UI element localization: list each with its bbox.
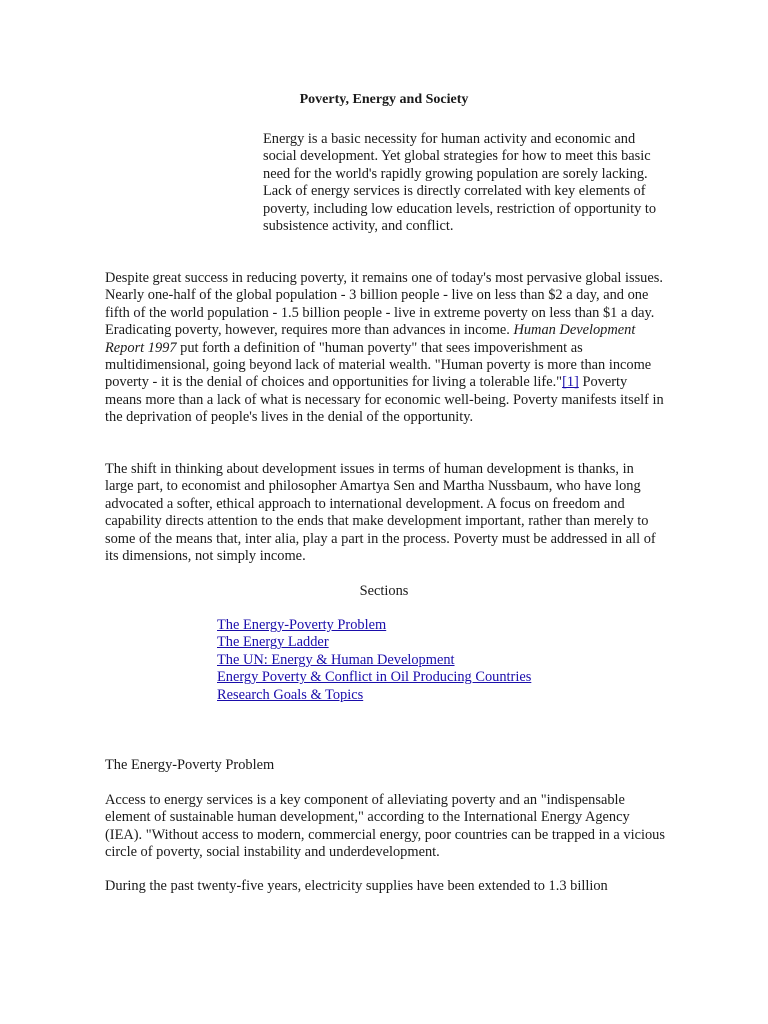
section-link-energy-poverty-conflict[interactable]: Energy Poverty & Conflict in Oil Producing Countries (217, 669, 532, 686)
sections-list (217, 617, 531, 704)
section-link-research-goals[interactable]: Research Goals & Topics (217, 686, 364, 703)
intro-text-part2: put forth a definition of "human poverty" that sees impoverishment as multidimensional, going beyond lack of material wealth. "Human poverty is more than income poverty - it is the denial of choices and opportunities for living a tolerable life." (105, 339, 652, 391)
list-item (217, 634, 531, 651)
list-item (217, 617, 531, 634)
human-development-paragraph: The shift in thinking about development issues in terms of human development is thanks, in large part, to economist and philosopher Amartya Sen and Martha Nussbaum, who have long advocated a softer, ethical approach to international development. A focus on freedom and capability directs attention to the ends that make development important, rather than merely to some of the means that, inter alia, play a part in the process. Poverty must be addressed in all of its dimensions, not simply income. (105, 461, 656, 565)
intro-paragraph (105, 270, 665, 427)
electricity-paragraph: During the past twenty-five years, electricity supplies have been extended to 1.3 billion (105, 878, 608, 894)
page-title: Poverty, Energy and Society (299, 92, 469, 107)
list-item (217, 652, 531, 669)
section-link-energy-poverty-problem[interactable]: The Energy-Poverty Problem (217, 617, 387, 633)
list-item (217, 687, 531, 704)
sections-heading: Sections (359, 583, 409, 599)
list-item (217, 669, 531, 686)
abstract-paragraph: Energy is a basic necessity for human activity and economic and social development. Yet global strategies for how to meet this basic need for the world's rapidly growing population are sorely lacking. Lack of energy services is directly correlated with key elements of poverty, including low education levels, restriction of opportunity to subsistence activity, and conflict. (263, 131, 657, 235)
intro-text-part3: Poverty means more than a lack of what is necessary for economic well-being. Poverty manifests itself in the deprivation of people's lives in the denial of the opportunity. (105, 374, 664, 426)
section-link-energy-ladder[interactable]: The Energy Ladder (217, 634, 329, 651)
section-link-un-energy-human-development[interactable]: The UN: Energy & Human Development (217, 651, 455, 668)
section-title: The Energy-Poverty Problem (105, 757, 275, 773)
report-title: Human Development Report 1997 (105, 322, 636, 356)
intro-text-part1: Despite great success in reducing poverty, it remains one of today's most pervasive global issues. Nearly one-half of the global population - 3 billion people - live on less than $2 a day, and one fifth of the world population - 1.5 billion people - live in extreme poverty on less than $1 a day. Eradicating poverty, however, requires more than advances in income. (105, 270, 663, 339)
footnote-link[interactable]: [1] (562, 374, 579, 391)
energy-access-paragraph: Access to energy services is a key component of alleviating poverty and an "indispensable element of sustainable human development," according to the International Energy Agency (IEA). "Without access to modern, commercial energy, poor countries can be trapped in a vicious circle of poverty, social instability and underdevelopment. (105, 792, 665, 861)
